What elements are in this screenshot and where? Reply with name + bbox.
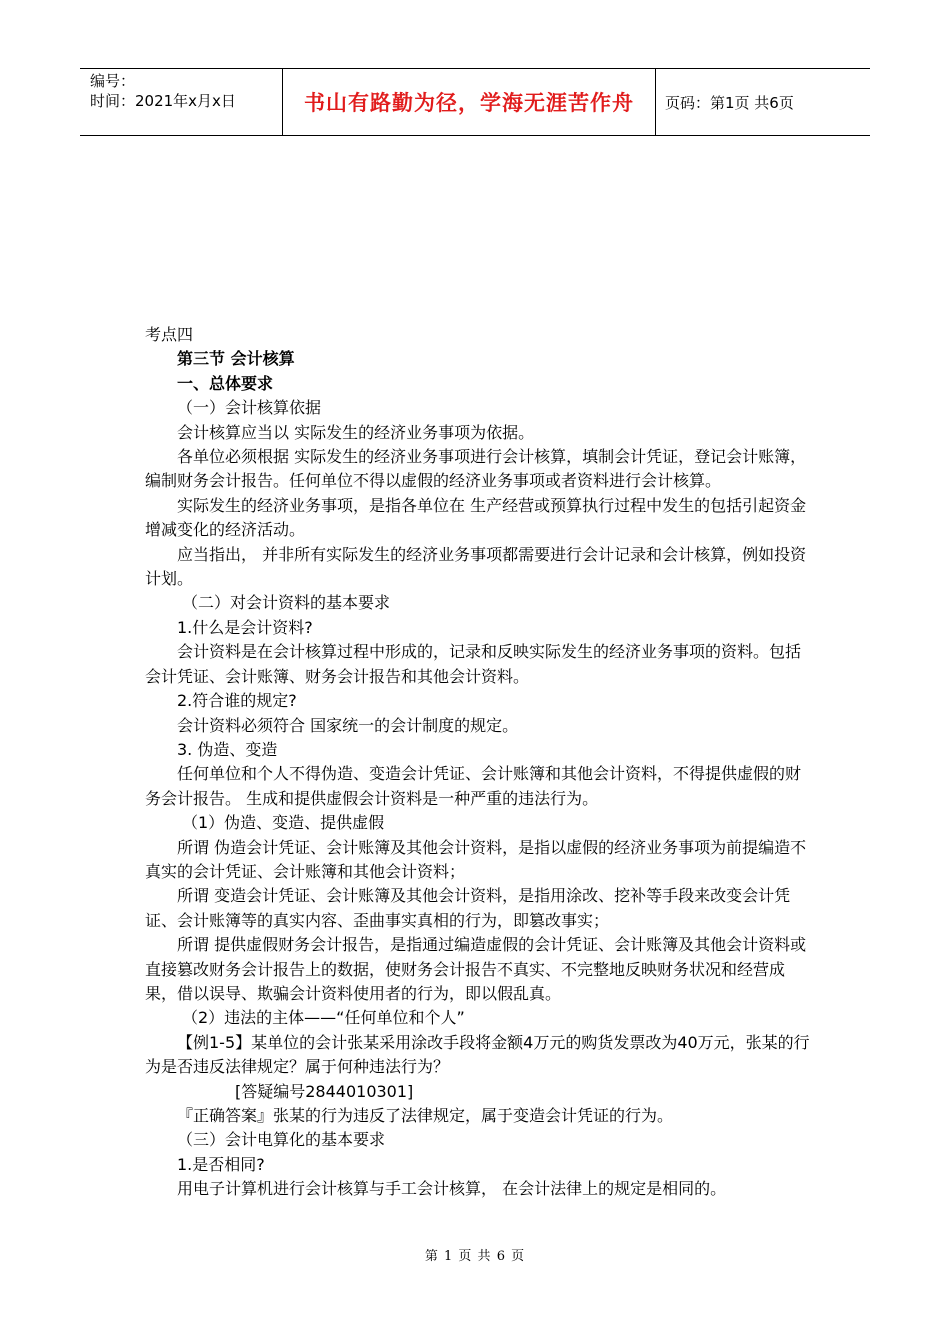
document-number-label: 编号：: [90, 72, 136, 90]
document-body: [145, 323, 810, 1202]
paragraph: 会计资料必须符合 国家统一的会计制度的规定。: [177, 715, 519, 735]
subheading-basis: （一）会计核算依据: [177, 398, 322, 418]
header-motto: 书山有路勤为径，学海无涯苦作舟: [304, 91, 634, 115]
paragraph: 各单位必须根据 实际发生的经济业务事项进行会计核算，填制会计凭证，登记会计账簿，编制财务会计报告。任何单位不得以虚假的经济业务事项或者资料进行会计核算。: [145, 447, 807, 491]
subheading-forgery: （1）伪造、变造、提供虚假: [182, 813, 385, 833]
paragraph: 任何单位和个人不得伪造、变造会计凭证、会计账簿和其他会计资料，不得提供虚假的财务会计报告。 生成和提供虚假会计资料是一种严重的违法行为。: [145, 764, 802, 808]
paragraph: 用电子计算机进行会计核算与手工会计核算， 在会计法律上的规定是相同的。: [177, 1179, 727, 1199]
question-heading: 3. 伪造、变造: [177, 739, 278, 759]
correct-answer: 『正确答案』张某的行为违反了法律规定，属于变造会计凭证的行为。: [177, 1106, 674, 1125]
document-time-label: 时间：2021年x月x日: [90, 92, 236, 110]
header-page-info: 页码：第1页 共6页: [665, 93, 794, 112]
paragraph: 所谓 变造会计凭证、会计账簿及其他会计资料，是指用涂改、挖补等手段来改变会计凭证、会计账簿等的真实内容、歪曲事实真相的行为，即篡改事实；: [145, 886, 791, 930]
subheading-computerization: （三）会计电算化的基本要求: [177, 1130, 386, 1150]
question-heading: 1.什么是会计资料?: [177, 617, 313, 637]
header-divider-right: [655, 69, 656, 135]
paragraph: 会计核算应当以 实际发生的经济业务事项为依据。: [177, 422, 535, 442]
question-heading: 2.符合谁的规定?: [177, 691, 297, 711]
header-table: [80, 68, 870, 136]
paragraph: 所谓 伪造会计凭证、会计账簿及其他会计资料，是指以虚假的经济业务事项为前提编造不真实的会计凭证、会计账簿和其他会计资料；: [145, 837, 807, 881]
paragraph: 会计资料是在会计核算过程中形成的，记录和反映实际发生的经济业务事项的资料。包括会计凭证、会计账簿、财务会计报告和其他会计资料。: [145, 642, 802, 686]
topic-label: 考点四: [145, 325, 194, 344]
subheading-subject: （2）违法的主体——“任何单位和个人”: [182, 1008, 465, 1028]
paragraph: 实际发生的经济业务事项，是指各单位在 生产经营或预算执行过程中发生的包括引起资金增减变化的经济活动。: [145, 495, 807, 540]
paragraph: 所谓 提供虚假财务会计报告，是指通过编造虚假的会计凭证、会计账簿及其他会计资料或直接篡改财务会计报告上的数据，使财务会计报告不真实、不完整地反映财务状况和经营成果，借以误导、欺骗会计资料使用者的行为，即以假乱真。: [145, 935, 807, 1003]
answer-id: [答疑编号2844010301]: [235, 1081, 414, 1101]
section-heading: 第三节 会计核算: [177, 349, 295, 369]
subheading-requirements: （二）对会计资料的基本要求: [182, 593, 391, 613]
question-heading: 1.是否相同?: [177, 1154, 265, 1174]
subsection-heading: 一、总体要求: [177, 373, 274, 393]
header-meta: [90, 71, 236, 111]
page-footer: 第 1 页 共 6 页: [424, 1249, 526, 1264]
example-question: 【例1-5】某单位的会计张某采用涂改手段将金额4万元的购货发票改为40万元，张某的行为是否违反法律规定？属于何种违法行为？: [145, 1032, 810, 1077]
paragraph: 应当指出， 并非所有实际发生的经济业务事项都需要进行会计记录和会计核算，例如投资计划。: [145, 544, 807, 589]
